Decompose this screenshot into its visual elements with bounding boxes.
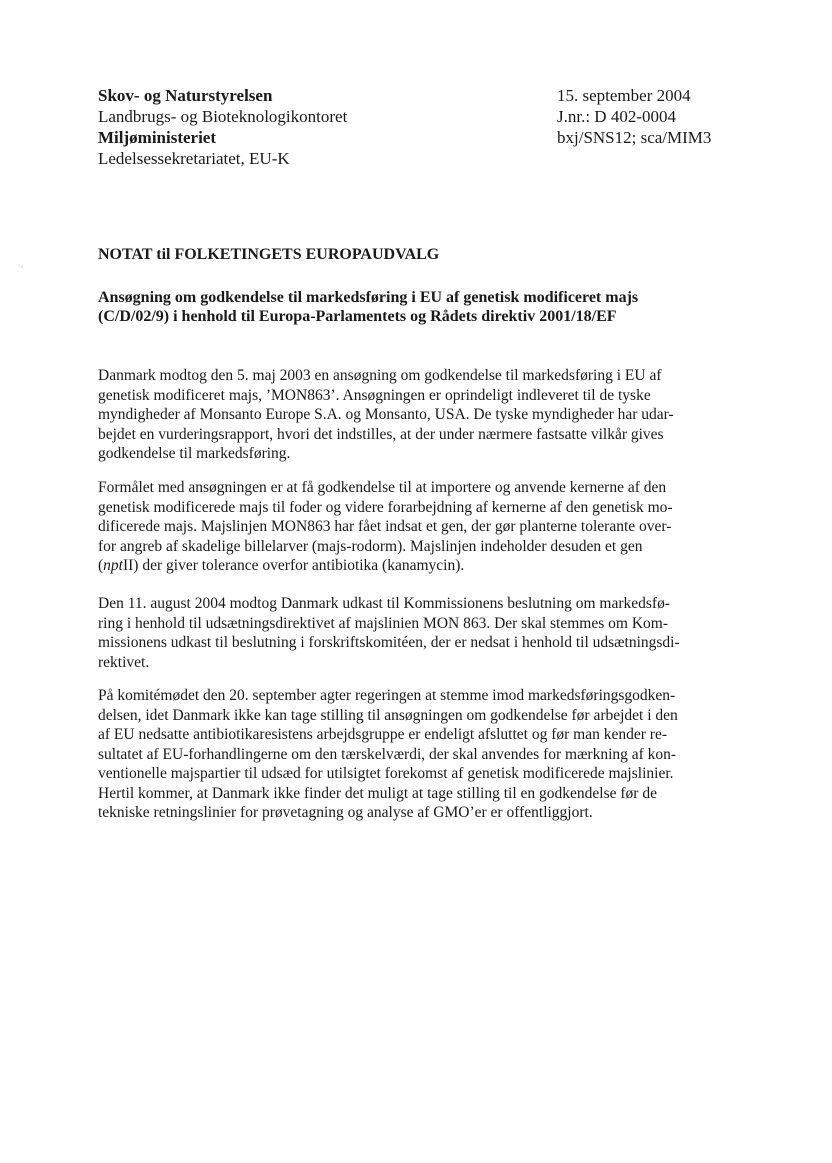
text-line: rektivet. <box>98 653 150 671</box>
text-line: af EU nedsatte antibiotikaresistens arbejdsgruppe er endeligt afsluttet og før man kender re- <box>98 726 667 743</box>
ministry-name: Miljøministeriet <box>98 128 217 147</box>
paragraph-1 <box>98 366 674 464</box>
agency-name: Skov- og Naturstyrelsen <box>98 86 273 105</box>
text-line: bejdet en vurderingsrapport, hvori det indstilles, at der under nærmere fastsatte vilkår gives <box>98 425 664 443</box>
meta-block <box>557 85 807 148</box>
text-line <box>98 556 673 576</box>
text-line: tekniske retningslinier for prøvetagning og analyse af GMO’er er offentliggjort. <box>98 804 593 821</box>
office-name: Landbrugs- og Bioteknologikontoret <box>98 107 348 126</box>
reference-code: bxj/SNS12; sca/MIM3 <box>557 128 712 147</box>
subject-heading <box>98 288 638 326</box>
paragraph-3 <box>98 594 680 672</box>
text-line: delsen, idet Danmark ikke kan tage stilling til ansøgningen om godkendelse før arbejdet i den <box>98 706 678 724</box>
text-line: genetisk modificeret majs, ’MON863’. Ansøgningen er oprindeligt indleveret til de tyske <box>98 386 651 404</box>
secretariat-name: Ledelsessekretariatet, EU-K <box>98 149 290 168</box>
text-line: Hertil kommer, at Danmark ikke finder det muligt at tage stilling til en godkendelse før de <box>98 784 657 802</box>
text-line: for angreb af skadelige billelarver (majs-rodorm). Majslinjen indeholder desuden et gen <box>98 537 643 555</box>
sender-block <box>98 85 518 169</box>
text-line: myndigheder af Monsanto Europe S.A. og Monsanto, USA. De tyske myndigheder har udar- <box>98 406 674 423</box>
text-line: dificerede majs. Majslinjen MON863 har fået indsat et gen, der gør planterne tolerante over- <box>98 518 672 535</box>
paragraph-2 <box>98 478 673 576</box>
document-date: 15. september 2004 <box>557 86 691 105</box>
paragraph-4 <box>98 686 678 823</box>
gene-name: npt <box>103 557 123 574</box>
subject-line: Ansøgning om godkendelse til markedsføring i EU af genetisk modificeret majs <box>98 289 639 306</box>
text-line: Formålet med ansøgningen er at få godkendelse til at importere og anvende kernerne af den <box>98 479 667 496</box>
subject-line: (C/D/02/9) i henhold til Europa-Parlamentets og Rådets direktiv 2001/18/EF <box>98 308 617 325</box>
text-line: godkendelse til markedsføring. <box>98 445 291 462</box>
text-fragment: ( <box>98 557 104 574</box>
text-line: Danmark modtog den 5. maj 2003 en ansøgning om godkendelse til markedsføring i EU af <box>98 367 662 384</box>
text-line: På komitémødet den 20. september agter regeringen at stemme imod markedsføringsgodken- <box>98 687 676 704</box>
text-line: sultatet af EU-forhandlingerne om den tærskelværdi, der skal anvendes for mærkning af kon- <box>98 745 677 763</box>
text-line: Den 11. august 2004 modtog Danmark udkast til Kommissionens beslutning om markedsfø- <box>98 595 671 612</box>
notat-title: NOTAT til FOLKETINGETS EUROPAUDVALG <box>98 246 440 263</box>
text-line: ring i henhold til udsætningsdirektivet af majslinien MON 863. Der skal stemmes om Kom- <box>98 614 668 632</box>
journal-number: J.nr.: D 402-0004 <box>557 107 676 126</box>
text-fragment: II) der giver tolerance overfor antibiotika (kanamycin). <box>122 557 465 574</box>
text-line: ventionelle majspartier til udsæd for utilsigtet forekomst af genetisk modificerede majslinier. <box>98 765 674 782</box>
text-line: genetisk modificerede majs til foder og videre forarbejdning af kernerne af den genetisk mo- <box>98 498 673 516</box>
text-line: missionens udkast til beslutning i forskriftskomitéen, der er nedsat i henhold til udsætningsdi- <box>98 634 680 651</box>
scan-speck: ·‑ <box>18 262 24 271</box>
